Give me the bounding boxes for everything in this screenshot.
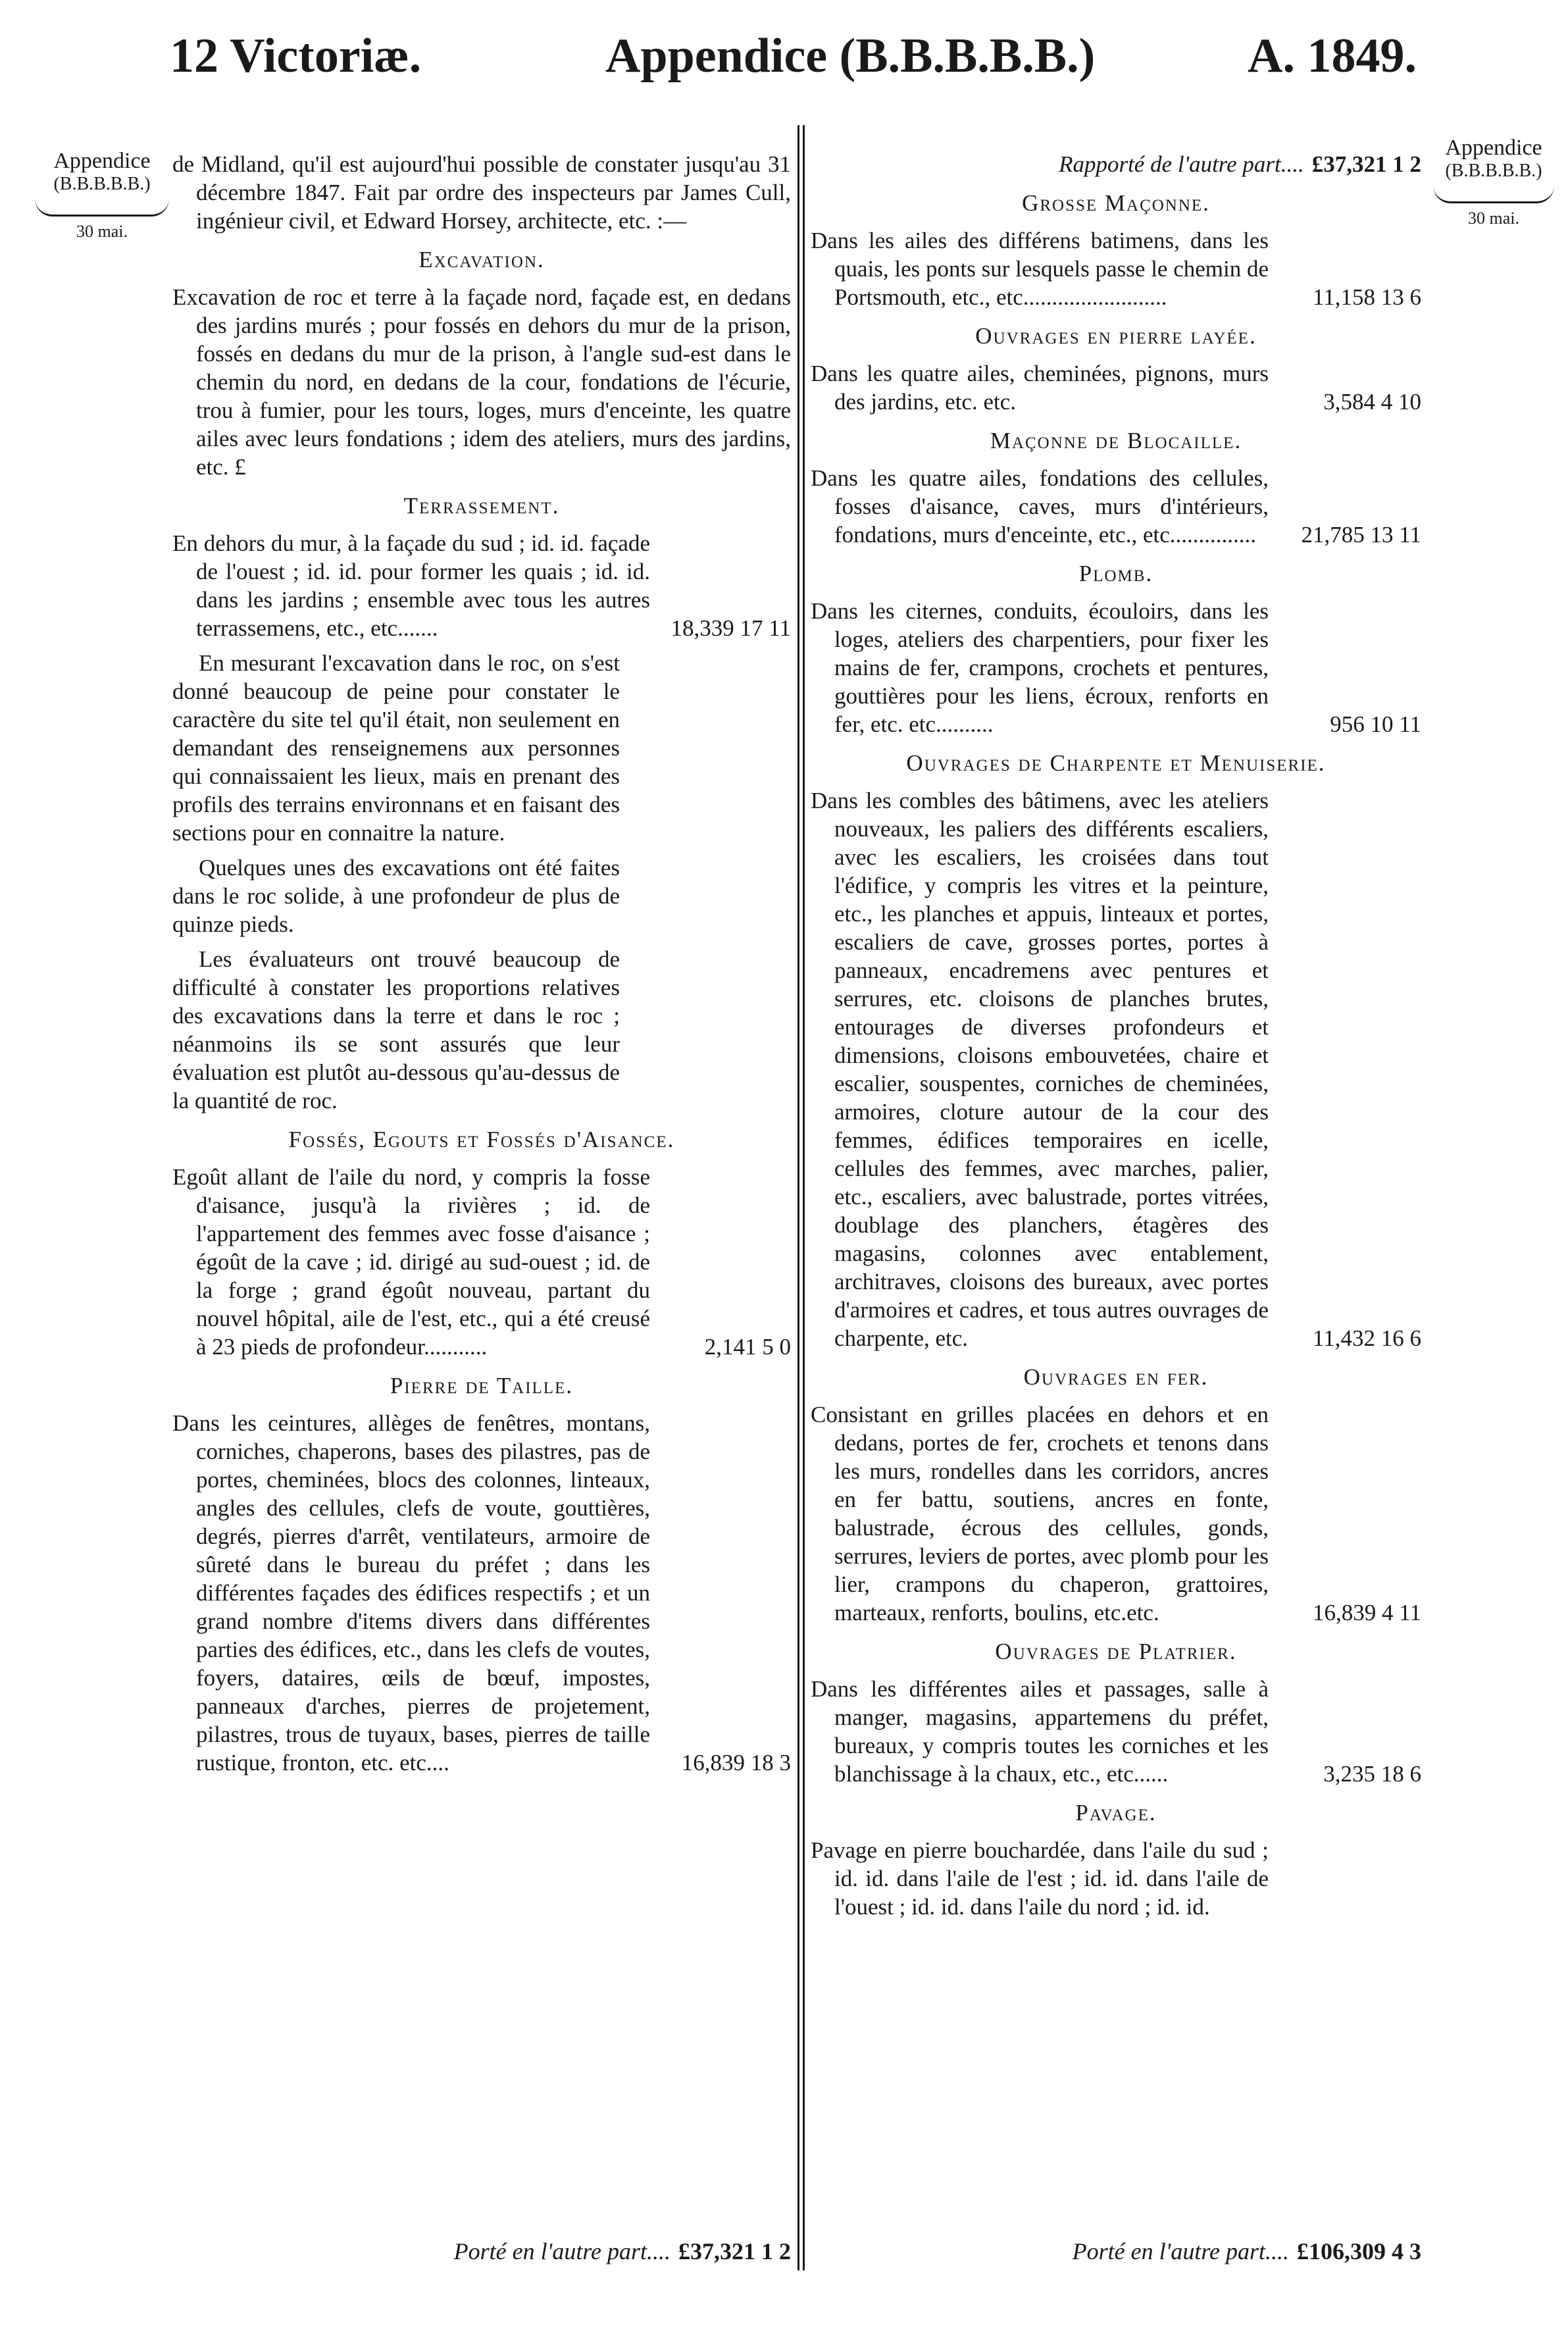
item-description: Egoût allant de l'aile du nord, y compris la fosse d'aisance, jusqu'à la rivières ; id. de l'appartement des femmes avec fosse d'aisance ; égoût de la cave ; id. dirigé au sud-ouest ; id. de la forge ; grand égoût nouveau, partant du nouvel hôpital, aile de l'est, etc., qui a été creusé à 23 pieds de profondeur...........: [172, 1164, 650, 1360]
section-title-pierre-layee: Ouvrages en pierre layée.: [975, 323, 1257, 349]
item-amount: 3,584 4 10: [1323, 389, 1421, 415]
item-description: Consistant en grilles placées en dehors et en dedans, portes de fer, crochets et tenons dans les murs, rondelles dans les corridors, ancres en fer battu, soutiens, ancres en fonte, balustrade, écrous des cellules, gonds, serrures, leviers de portes, avec plomb pour les lier, crampons du chaperon, grattoires, marteaux, renforts, boulins, etc.etc.: [811, 1402, 1269, 1625]
item-amount: 956 10 11: [1330, 711, 1421, 737]
side-note-left: [30, 148, 174, 242]
item-amount: 16,839 4 11: [1313, 1600, 1421, 1625]
column-rule: [797, 125, 799, 2270]
item-amount: 21,785 13 11: [1301, 522, 1421, 548]
section-title-excavation: Excavation.: [418, 247, 545, 272]
item-description: Dans les combles des bâtimens, avec les ateliers nouveaux, les paliers des différents escaliers, avec les escaliers, les croisées dans tout l'édifice, y compris les vitres et la peinture, etc., les planches et appuis, linteaux et portes, escaliers de cave, grosses portes, portes à panneaux, encadremens avec pentures et serrures, etc. cloisons de planches brutes, entourages de diverses profondeurs et dimensions, cloisons embouvetées, chaire et escalier, souspentes, corniches de cheminées, armoires, cloture autour de la cour des femmes, édifices temporaires en icelle, cellules des femmes, avec marches, palier, etc., escaliers, avec balustrade, portes vitrées, doublage des planchers, étagères des magasins, colonnes avec entablement, architraves, cloisons des bureaux, avec portes d'armoires et cadres, et tous autres ouvrages de charpente, etc.: [811, 788, 1269, 1351]
side-note-label: Appendice: [1445, 136, 1542, 160]
column-rule: [803, 125, 805, 2270]
section-title-blocaille: Maçonne de Blocaille.: [990, 428, 1242, 453]
side-note-right: [1428, 135, 1559, 228]
item-description: Dans les quatre ailes, fondations des cellules, fosses d'aisance, caves, murs d'intérieurs, fondations, murs d'enceinte, etc., etc...............: [811, 465, 1269, 548]
item-description: Dans les ceintures, allèges de fenêtres, montans, corniches, chaperons, bases des pilastres, pas de portes, cheminées, blocs des colonnes, linteaux, angles des cellules, clefs de voute, gouttières, degrés, pierres d'arrêt, ventilateurs, armoire de sûreté dans le bureau du préfet ; dans les différentes façades des édifices respectifs ; et un grand nombre d'items divers dans différentes parties des édifices, etc., dans les clefs de voutes, foyers, dataires, œils de bœuf, impostes, panneaux d'arches, pierres de projetement, pilastres, trous de tuyaux, bases, pierres de taille rustique, fronton, etc. etc....: [172, 1410, 650, 1776]
carry-out-row: [172, 2237, 791, 2265]
side-note-date: 30 mai.: [1468, 209, 1519, 228]
carry-out-amount: £37,321 1 2: [678, 2238, 791, 2264]
side-note-code: (B.B.B.B.B.): [53, 174, 151, 195]
carry-in-label: Rapporté de l'autre part....: [1059, 151, 1304, 177]
carry-out-label: Porté en l'autre part....: [453, 2238, 670, 2264]
line-item-plomb: [811, 597, 1421, 738]
section-title-pavage: Pavage.: [1075, 1800, 1157, 1826]
item-description: Dans les différentes ailes et passages, salle à manger, magasins, appartemens du préfet, bureaux, y compris toutes les corniches et les blanchissage à la chaux, etc., etc......: [811, 1676, 1269, 1787]
section-title-fer: Ouvrages en fer.: [1023, 1364, 1209, 1390]
line-item-charpente: [811, 786, 1421, 1352]
line-item-platrier: [811, 1675, 1421, 1788]
line-item-fosses: [172, 1163, 791, 1361]
side-note-date: 30 mai.: [76, 222, 128, 242]
item-amount: 16,839 18 3: [681, 1750, 791, 1776]
line-item-pierre-de-taille: [172, 1409, 791, 1777]
carry-out-left: [172, 2237, 791, 2265]
item-amount: 3,235 18 6: [1323, 1761, 1421, 1787]
section-title-platrier: Ouvrages de Platrier.: [995, 1639, 1237, 1664]
side-note-code: (B.B.B.B.B.): [1445, 161, 1542, 182]
header-appendix-title: Appendice (B.B.B.B.B.): [605, 29, 1096, 83]
side-note-label: Appendice: [53, 149, 151, 173]
section-title-pierre-de-taille: Pierre de Taille.: [390, 1373, 574, 1398]
item-amount: 11,158 13 6: [1313, 284, 1421, 310]
carry-out-amount: £106,309 4 3: [1297, 2238, 1421, 2264]
section-title-terrassement: Terrassement.: [403, 493, 560, 519]
header-session: 12 Victoriæ.: [170, 29, 422, 83]
line-item-pierre-layee: [811, 359, 1421, 416]
section-title-fosses: Fossés, Egouts et Fossés d'Aisance.: [288, 1127, 675, 1152]
item-description: Dans les ailes des différens batimens, dans les quais, les ponts sur lesquels passe le chemin de Portsmouth, etc., etc.........................: [811, 228, 1269, 310]
header-year: A. 1849.: [1248, 29, 1417, 83]
item-amount: 11,432 16 6: [1313, 1325, 1421, 1351]
left-column: [172, 150, 791, 1783]
carry-in-amount: £37,321 1 2: [1311, 151, 1421, 177]
line-item-grosse-maconne: [811, 226, 1421, 311]
carry-in-row: [811, 150, 1421, 178]
side-note-brace: [35, 199, 169, 217]
carry-out-right: [811, 2237, 1421, 2265]
item-amount: 18,339 17 11: [670, 615, 791, 641]
intro-paragraph: de Midland, qu'il est aujourd'hui possible de constater jusqu'au 31 décembre 1847. Fait par ordre des inspecteurs par James Cull, ingénieur civil, et Edward Horsey, architecte, etc. :—: [172, 151, 791, 234]
item-description: Dans les quatre ailes, cheminées, pignons, murs des jardins, etc. etc.: [811, 361, 1269, 415]
carry-out-row: [811, 2237, 1421, 2265]
excavation-text: Excavation de roc et terre à la façade nord, façade est, en dedans des jardins murés ; pour fossés en dehors du mur de la prison, fossés en dedans du mur de la prison, à l'angle sud-est dans le chemin du nord, en dedans de la cour, fondations de l'écurie, trou à fumier, pour les tours, loges, murs d'enceinte, les quatre ailes avec leurs fondations ; idem des ateliers, murs des jardins, etc. £: [172, 284, 791, 480]
line-item-terrassement: [172, 529, 791, 642]
section-title-grosse-maconne: Grosse Maçonne.: [1022, 190, 1210, 216]
pavage-text: Pavage en pierre bouchardée, dans l'aile du sud ; id. id. dans l'aile de l'est ; id. id. dans l'aile de l'ouest ; id. id. dans l'aile du nord ; id. id.: [811, 1837, 1269, 1920]
line-item-blocaille: [811, 464, 1421, 549]
item-description: Dans les citernes, conduits, écouloirs, dans les loges, ateliers des charpentiers, pour fixer les mains de fer, crampons, crochets et pentures, gouttières pour les liens, écroux, renforts en fer, etc. etc..........: [811, 598, 1269, 737]
item-amount: 2,141 5 0: [704, 1334, 791, 1360]
item-description: En dehors du mur, à la façade du sud ; id. id. façade de l'ouest ; id. id. pour former les quais ; id. id. dans les jardins ; ensemble avec tous les autres terrassemens, etc., etc.......: [172, 530, 650, 641]
section-title-charpente: Ouvrages de Charpente et Menuiserie.: [906, 750, 1326, 776]
carry-out-label: Porté en l'autre part....: [1072, 2238, 1289, 2264]
note-paragraph: Les évaluateurs ont trouvé beaucoup de difficulté à constater les proportions relatives des excavations dans la terre et dans le roc ; néanmoins ils se sont assurés que leur évaluation est plutôt au-dessous qu'au-dessus de la quantité de roc.: [172, 946, 620, 1113]
note-paragraph: En mesurant l'excavation dans le roc, on s'est donné beaucoup de peine pour constater le caractère du site tel qu'il était, non seulement en demandant des renseignemens aux personnes qui connaissaient les lieux, mais en prenant des profils des terrains environnans et en faisant des sections pour en connaitre la nature.: [172, 650, 620, 846]
line-item-fer: [811, 1400, 1421, 1627]
section-title-plomb: Plomb.: [1078, 561, 1153, 586]
note-paragraph: Quelques unes des excavations ont été faites dans le roc solide, à une profondeur de plus de quinze pieds.: [172, 855, 620, 937]
right-column: [811, 150, 1421, 1928]
side-note-brace: [1433, 186, 1554, 203]
